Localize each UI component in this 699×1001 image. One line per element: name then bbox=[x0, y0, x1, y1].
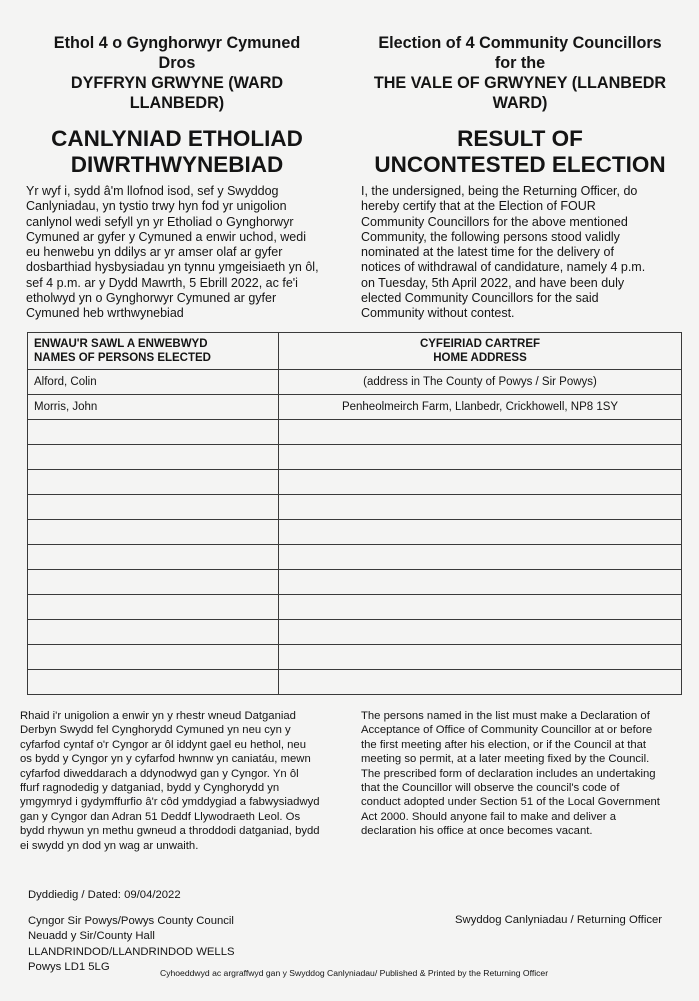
home-address-cell bbox=[279, 470, 682, 495]
welsh-election-heading bbox=[22, 33, 332, 113]
paragraph-line: The prescribed form of declaration includes an undertaking bbox=[361, 767, 656, 780]
paragraph-line: elected Community Councillors for the said bbox=[361, 291, 599, 306]
welsh-heading-line: DYFFRYN GRWYNE (WARD bbox=[70, 74, 284, 92]
paragraph-line: Community Councillors for the above mentioned bbox=[361, 214, 628, 229]
address-line: Neuadd y Sir/County Hall bbox=[28, 930, 155, 943]
table-row bbox=[28, 370, 682, 395]
paragraph-line: canlynol wedi sefyll yn yr Etholiad o Gynghorwyr bbox=[26, 214, 294, 229]
table-row bbox=[28, 620, 682, 645]
elected-name-cell bbox=[28, 420, 279, 445]
paragraph-line: notices of withdrawal of candidature, namely 4 p.m. bbox=[361, 260, 646, 275]
welsh-title-line: CANLYNIAD ETHOLIAD bbox=[51, 126, 303, 151]
elected-name-cell bbox=[28, 595, 279, 620]
paragraph-line: Yr wyf i, sydd â'm llofnod isod, sef y Swyddog bbox=[26, 184, 279, 198]
address-line: Powys LD1 5LG bbox=[28, 960, 110, 973]
home-address-cell bbox=[279, 570, 682, 595]
english-document-title bbox=[359, 126, 681, 178]
names-header-english: NAMES OF PERSONS ELECTED bbox=[34, 352, 211, 364]
paragraph-line: Community, the following persons stood validly bbox=[361, 229, 620, 244]
english-certification-paragraph bbox=[361, 184, 691, 322]
table-row bbox=[28, 520, 682, 545]
english-title-line: RESULT OF bbox=[457, 126, 583, 151]
table-row bbox=[28, 570, 682, 595]
paragraph-line: eu henwebu yn ddilys ar yr amser olaf ar gyfer bbox=[26, 245, 283, 260]
paragraph-line: Derbyn Swydd fel Cynghorydd Cymuned yn neu cyn y bbox=[20, 724, 291, 737]
paragraph-line: Cymuned ar gyfer y Cymuned a enwir uchod, wedi bbox=[26, 229, 306, 244]
home-address-cell bbox=[279, 645, 682, 670]
imprint-line: Cyhoeddwyd ac argraffwyd gan y Swyddog Canlyniadau/ Published & Printed by the Returning Officer bbox=[160, 968, 549, 978]
elected-name-cell bbox=[28, 570, 279, 595]
paragraph-line: on Tuesday, 5th April 2022, and have been duly bbox=[361, 275, 625, 290]
elected-name-cell bbox=[28, 470, 279, 495]
english-heading-line: Election of 4 Community Councillors bbox=[378, 34, 662, 52]
home-address-cell bbox=[279, 545, 682, 570]
paragraph-line: Cymuned heb wrthwynebiad bbox=[26, 306, 184, 321]
paragraph-line: gan y Cyngor dan Adran 51 Deddf Llywodraeth Leol. Os bbox=[20, 810, 301, 823]
paragraph-line: meeting so permit, at a later meeting fixed by the Council. bbox=[361, 753, 650, 766]
elected-name-cell: Morris, John bbox=[28, 395, 279, 420]
paragraph-line: ei swydd yn dod yn wag ar unwaith. bbox=[20, 839, 199, 852]
paragraph-line: os bydd y Cyngor yn y cyfarfod hwnnw yn caniatáu, mewn bbox=[20, 753, 311, 766]
paragraph-line: ymgymryd i gydymffurfio â'r côd ymddygiad a fabwysiadwyd bbox=[20, 796, 320, 809]
welsh-declaration-notice bbox=[20, 709, 356, 853]
paragraph-line: Act 2000. Should anyone fail to make and deliver a bbox=[361, 810, 616, 823]
elected-name-cell bbox=[28, 495, 279, 520]
english-heading-line: THE VALE OF GRWYNEY (LLANBEDR bbox=[373, 74, 667, 92]
elected-name-cell bbox=[28, 520, 279, 545]
table-row bbox=[28, 495, 682, 520]
paragraph-line: that the Councillor will observe the council's code of bbox=[361, 782, 620, 795]
paragraph-line: the first meeting after his election, or if the Council at that bbox=[361, 738, 647, 751]
welsh-heading-line: Dros bbox=[158, 54, 196, 72]
table-header-row bbox=[28, 333, 682, 370]
paragraph-line: bydd rhywun yn methu gwneud a throddodi datganiad, bydd bbox=[20, 825, 320, 838]
elected-persons-table bbox=[27, 332, 682, 695]
table-row bbox=[28, 645, 682, 670]
home-address-cell bbox=[279, 520, 682, 545]
elected-name-cell bbox=[28, 545, 279, 570]
paragraph-line: nominated at the latest time for the delivery of bbox=[361, 245, 614, 260]
english-heading-line: WARD) bbox=[492, 94, 548, 112]
elected-name-cell bbox=[28, 620, 279, 645]
table-row bbox=[28, 395, 682, 420]
english-heading-line: for the bbox=[494, 54, 546, 72]
paragraph-line: cyfarfod diweddarach a ddynodwyd gan y Cyngor. Yn ôl bbox=[20, 767, 299, 780]
table-row bbox=[28, 670, 682, 695]
elected-name-cell: Alford, Colin bbox=[28, 370, 279, 395]
table-row bbox=[28, 420, 682, 445]
address-header-english: HOME ADDRESS bbox=[433, 352, 527, 364]
paragraph-line: dosbarthiad hysbysiadau yn tynnu ymgeisiaeth yn ôl, bbox=[26, 260, 319, 275]
welsh-heading-line: Ethol 4 o Gynghorwyr Cymuned bbox=[53, 34, 301, 52]
welsh-title-line: DIWRTHWYNEBIAD bbox=[70, 152, 284, 177]
date-line: Dyddiedig / Dated: 09/04/2022 bbox=[28, 889, 181, 901]
paragraph-line: Rhaid i'r unigolion a enwir yn y rhestr wneud Datganiad bbox=[20, 710, 296, 722]
paragraph-line: etholwyd yn o Gynghorwyr Cymuned ar gyfer bbox=[26, 291, 277, 306]
home-address-cell bbox=[279, 595, 682, 620]
paragraph-line: The persons named in the list must make a Declaration of bbox=[361, 710, 650, 722]
home-address-cell bbox=[279, 420, 682, 445]
address-line: LLANDRINDOD/LLANDRINDOD WELLS bbox=[28, 945, 235, 958]
names-column-header bbox=[28, 333, 279, 370]
paragraph-line: conduct adopted under Section 51 of the Local Government bbox=[361, 796, 660, 809]
paragraph-line: Acceptance of Office of Community Councillor at or before bbox=[361, 724, 653, 737]
returning-officer-signatory: Swyddog Canlyniadau / Returning Officer bbox=[455, 914, 663, 926]
paragraph-line: ffurf ragnodedig y datganiad, bydd y Cynghorydd yn bbox=[20, 782, 280, 795]
paragraph-line: Community without contest. bbox=[361, 306, 515, 321]
english-declaration-notice bbox=[361, 709, 693, 839]
paragraph-line: declaration his office at once becomes vacant. bbox=[361, 825, 593, 838]
names-header-welsh: ENWAU'R SAWL A ENWEBWYD bbox=[34, 338, 208, 350]
table-row bbox=[28, 470, 682, 495]
home-address-cell bbox=[279, 620, 682, 645]
table-row bbox=[28, 545, 682, 570]
paragraph-line: Canlyniadau, yn tystio trwy hyn fod yr unigolion bbox=[26, 199, 287, 214]
english-election-heading bbox=[359, 33, 681, 113]
table-row bbox=[28, 445, 682, 470]
paragraph-line: sef 4 p.m. ar y Dydd Mawrth, 5 Ebrill 2022, ac fe'i bbox=[26, 275, 298, 290]
paragraph-line: I, the undersigned, being the Returning Officer, do bbox=[361, 184, 638, 198]
welsh-certification-paragraph bbox=[26, 184, 348, 322]
home-address-cell bbox=[279, 495, 682, 520]
paragraph-line: hereby certify that at the Election of FOUR bbox=[361, 199, 596, 214]
welsh-heading-line: LLANBEDR) bbox=[129, 94, 225, 112]
home-address-cell: Penheolmeirch Farm, Llanbedr, Crickhowell, NP8 1SY bbox=[279, 395, 682, 420]
table-row bbox=[28, 595, 682, 620]
address-line: Cyngor Sir Powys/Powys County Council bbox=[28, 915, 234, 927]
address-header-welsh: CYFEIRIAD CARTREF bbox=[419, 338, 541, 350]
english-title-line: UNCONTESTED ELECTION bbox=[374, 152, 666, 177]
welsh-document-title bbox=[22, 126, 332, 178]
home-address-cell: (address in The County of Powys / Sir Powys) bbox=[279, 370, 682, 395]
address-column-header bbox=[279, 333, 682, 370]
elected-name-cell bbox=[28, 445, 279, 470]
paragraph-line: cyfarfod cyntaf o'r Cyngor ar ôl iddynt gael eu hethol, neu bbox=[20, 738, 307, 751]
council-address bbox=[28, 914, 235, 975]
home-address-cell bbox=[279, 670, 682, 695]
elected-name-cell bbox=[28, 645, 279, 670]
elected-name-cell bbox=[28, 670, 279, 695]
home-address-cell bbox=[279, 445, 682, 470]
